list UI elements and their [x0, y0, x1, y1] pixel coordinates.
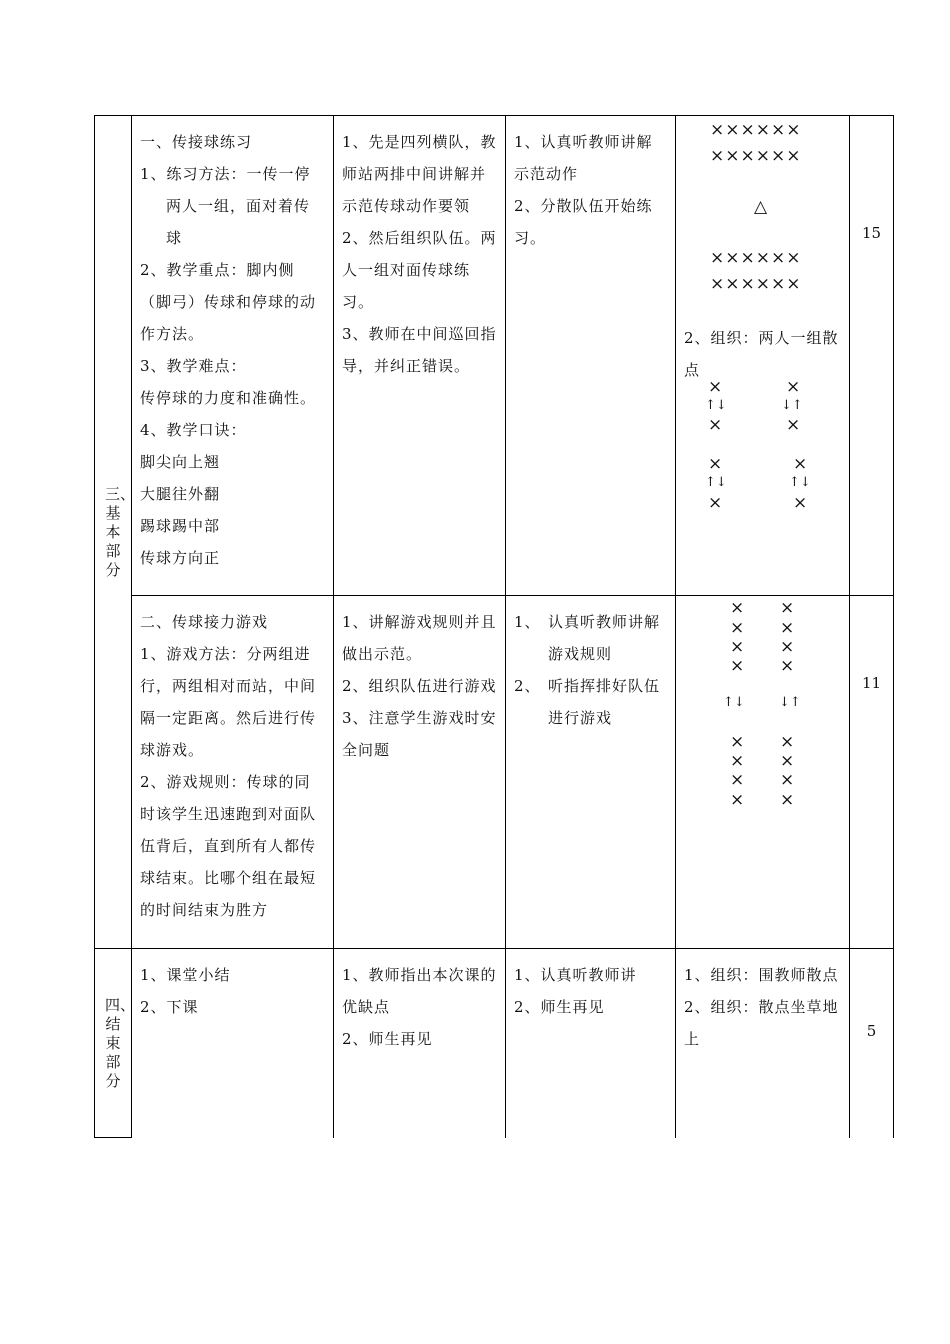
player-mark: ×: [730, 618, 745, 638]
arrows-icon: ↑↓: [705, 398, 727, 413]
player-row: ××××××: [710, 146, 802, 166]
player-row: ××××××: [710, 274, 802, 294]
player-mark: ×: [730, 637, 745, 657]
org-text: 2、组织：两人一组散点: [684, 329, 839, 379]
lesson-plan-table: [94, 115, 894, 1138]
arrows-icon: ↓↑: [779, 695, 801, 710]
teacher-cell: 1、先是四列横队，教师站两排中间讲解并示范传球动作要领 2、然后组织队伍。两人一组对面传球练习。 3、教师在中间巡回指导，并纠正错误。: [334, 116, 506, 596]
content-cell: 二、传球接力游戏 1、游戏方法：分两组进行，两组相对而站，中间隔一定距离。然后进行传球游戏。 2、游戏规则：传球的同时该学生迅速跑到对面队伍背后，直到所有人都传球结束。比哪个组在最短的时间结束为胜方: [132, 596, 334, 949]
player-mark: ×: [730, 790, 745, 810]
player-mark: ×: [730, 656, 745, 676]
organization-cell: [676, 596, 850, 949]
player-mark: ×: [780, 770, 795, 790]
organization-cell: 1、组织：围教师散点 2、组织：散点坐草地上: [676, 949, 850, 1138]
teacher-cell: 1、教师指出本次课的优缺点 2、师生再见: [334, 949, 506, 1138]
player-mark: ×: [780, 656, 795, 676]
player-mark: ×: [780, 618, 795, 638]
player-row: ××××××: [710, 248, 802, 268]
section-end: 四、结束部分: [95, 949, 132, 1138]
student-cell: 1、认真听教师讲解示范动作 2、分散队伍开始练习。: [506, 116, 676, 596]
student-cell: 1、 认真听教师讲解游戏规则 2、 听指挥排好队伍进行游戏: [506, 596, 676, 949]
teacher-marker-icon: △: [754, 197, 768, 217]
table-row: [95, 949, 894, 1138]
teacher-cell: 1、讲解游戏规则并且做出示范。 2、组织队伍进行游戏 3、注意学生游戏时安全问题: [334, 596, 506, 949]
player-mark: ×: [793, 493, 808, 513]
player-mark: ×: [708, 415, 723, 435]
player-mark: ×: [780, 790, 795, 810]
content-cell: 一、传接球练习 1、练习方法：一传一停 两人一组，面对着传球 2、教学重点：脚内侧（脚弓）传球和停球的动作方法。 3、教学难点： 传停球的力度和准确性。 4、教学口诀： 脚尖向上翘 大腿往外翻 踢球踢中部 传球方向正: [132, 116, 334, 596]
arrows-icon: ↑↓: [789, 475, 811, 490]
player-mark: ×: [786, 415, 801, 435]
player-mark: ×: [708, 493, 723, 513]
player-mark: ×: [730, 751, 745, 771]
time-cell: 11: [850, 596, 894, 949]
player-mark: ×: [793, 454, 808, 474]
arrows-icon: ↑↓: [705, 475, 727, 490]
student-cell: 1、认真听教师讲 2、师生再见: [506, 949, 676, 1138]
content-cell: 1、课堂小结 2、下课: [132, 949, 334, 1138]
section-basic: 三、基本部分: [95, 116, 132, 949]
arrows-icon: ↓↑: [781, 398, 803, 413]
time-cell: 5: [850, 949, 894, 1138]
player-mark: ×: [780, 751, 795, 771]
player-mark: ×: [730, 598, 745, 618]
table-row: [95, 596, 894, 949]
player-mark: ×: [780, 598, 795, 618]
player-mark: ×: [786, 377, 801, 397]
arrows-icon: ↑↓: [723, 695, 745, 710]
player-mark: ×: [780, 732, 795, 752]
time-cell: 15: [850, 116, 894, 596]
player-mark: ×: [708, 454, 723, 474]
player-mark: ×: [730, 732, 745, 752]
table-row: [95, 116, 894, 596]
player-mark: ×: [780, 637, 795, 657]
organization-cell: [676, 116, 850, 596]
player-mark: ×: [708, 377, 723, 397]
player-mark: ×: [730, 770, 745, 790]
player-row: ××××××: [710, 120, 802, 140]
